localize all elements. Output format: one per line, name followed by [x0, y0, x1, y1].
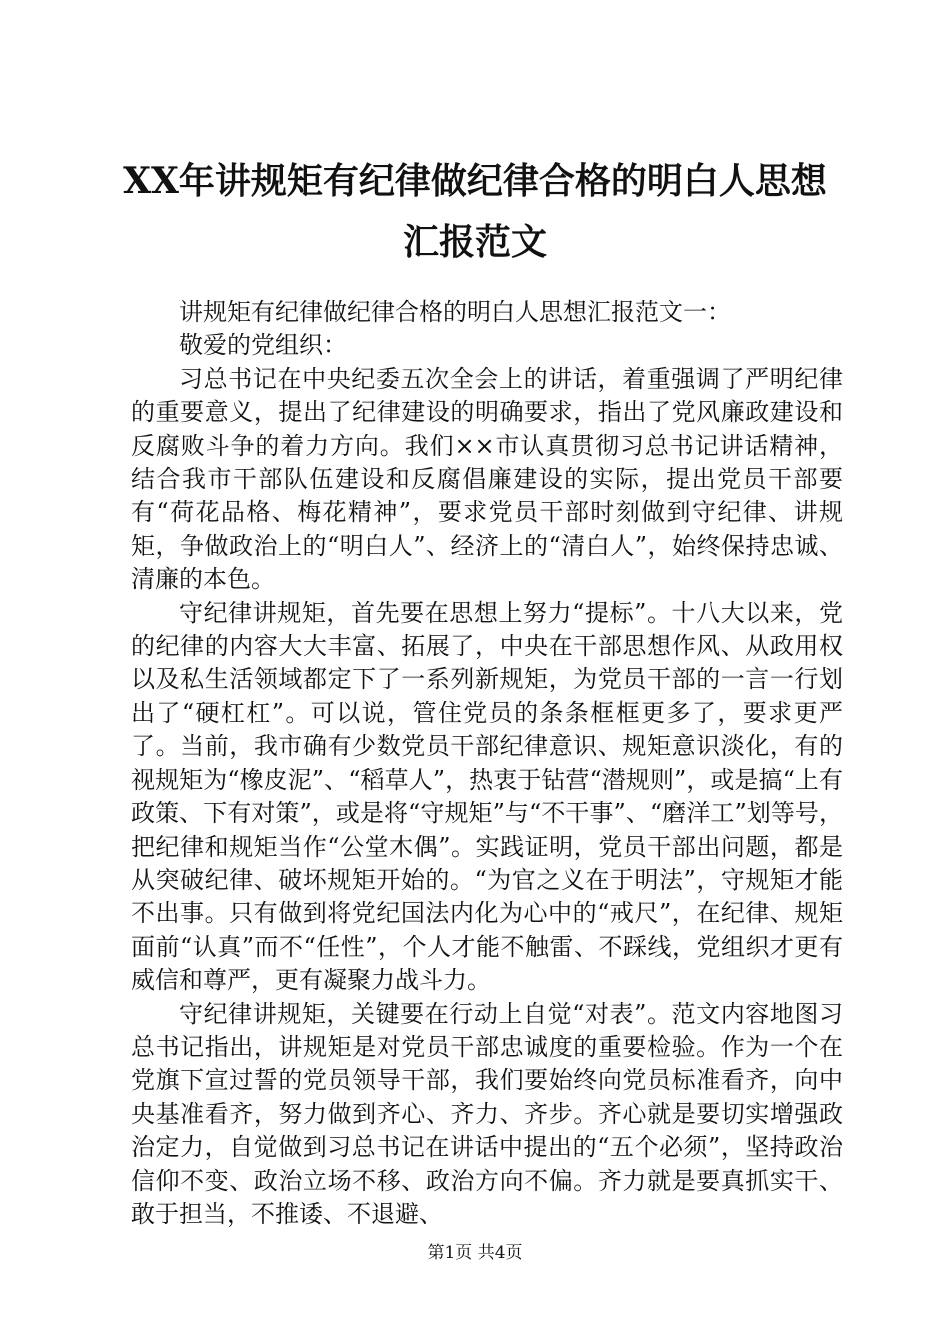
intro-line: 讲规矩有纪律做纪律合格的明白人思想汇报范文一： [179, 298, 731, 326]
salutation: 敬爱的党组织： [179, 331, 347, 360]
document-title-line-1: XX年讲规矩有纪律做纪律合格的明白人思想 [123, 160, 827, 202]
document-body [131, 296, 843, 1231]
body-paragraph: 守纪律讲规矩，首先要在思想上努力“提标”。十八大以来，党的纪律的内容大大丰富、拓展了，中央在干部思想作风、从政用权以及私生活领域都定下了一系列新规矩，为党员干部的一言一行划出了“硬杠杠”。可以说，管住党员的条条框框更多了，要求更严了。当前，我市确有少数党员干部纪律意识、规矩意识淡化，有的视规矩为“橡皮泥”、“稻草人”，热衷于钻营“潜规则”，或是搞“上有政策、下有对策”，或是将“守规矩”与“不干事”、“磨洋工”划等号，把纪律和规矩当作“公堂木偶”。实践证明，党员干部出问题，都是从突破纪律、破坏规矩开始的。“为官之义在于明法”，守规矩才能不出事。只有做到将党纪国法内化为心中的“戒尺”，在纪律、规矩面前“认真”而不“任性”，个人才能不触雷、不踩线，党组织才更有威信和尊严，更有凝聚力战斗力。 [131, 598, 843, 995]
document-title-line-2: 汇报范文 [402, 221, 547, 263]
body-paragraph: 守纪律讲规矩，关键要在行动上自觉“对表”。范文内容地图习总书记指出，讲规矩是对党员干部忠诚度的重要检验。作为一个在党旗下宣过誓的党员领导干部，我们要始终向党员标准看齐，向中央基准看齐，努力做到齐心、齐力、齐步。齐心就是要切实增强政治定力，自觉做到习总书记在讲话中提出的“五个必须”，坚持政治信仰不变、政治立场不移、政治方向不偏。齐力就是要真抓实干、敢于担当，不推诿、不退避、 [131, 999, 843, 1228]
body-paragraph: 习总书记在中央纪委五次全会上的讲话，着重强调了严明纪律的重要意义，提出了纪律建设的明确要求，指出了党风廉政建设和反腐败斗争的着力方向。我们××市认真贯彻习总书记讲话精神，结合我市干部队伍建设和反腐倡廉建设的实际，提出党员干部要有“荷花品格、梅花精神”，要求党员干部时刻做到守纪律、讲规矩，争做政治上的“明白人”、经济上的“清白人”，始终保持忠诚、清廉的本色。 [131, 364, 843, 594]
page-footer: 第1页 共4页 [427, 1243, 523, 1263]
